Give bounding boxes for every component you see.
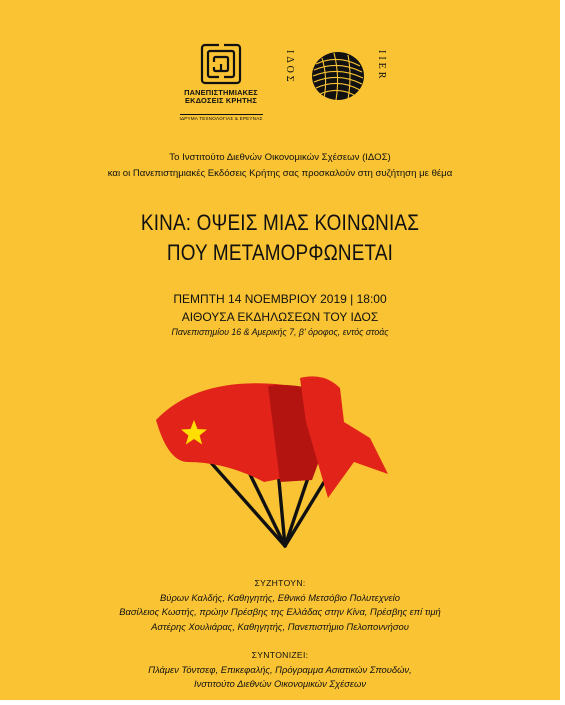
moderator-heading: ΣΥΝΤΟΝΙΖΕΙ: xyxy=(251,650,309,660)
speaker-item: Βύρων Καλδής, Καθηγητής, Εθνικό Μετσόβιο Πολυτεχνείο xyxy=(160,591,400,603)
globe-icon xyxy=(308,44,368,104)
publisher-subtitle: ΙΔΡΥΜΑ ΤΕΧΝΟΛΟΓΙΑΣ & ΕΡΕΥΝΑΣ xyxy=(179,116,263,121)
publisher-name xyxy=(176,89,266,105)
publisher-name-line1: ΠΑΝΕΠΙΣΤΗΜΙΑΚΕΣ xyxy=(184,88,258,97)
event-address: Πανεπιστημίου 16 & Αμερικής 7, β' όροφος, εντός στοάς xyxy=(171,327,389,337)
invitation-line2: και οι Πανεπιστημιακές Εκδόσεις Κρήτης σας προσκαλούν στη συζήτηση με θέμα xyxy=(107,168,453,179)
moderator-section xyxy=(0,648,560,692)
publisher-logo xyxy=(176,42,266,124)
labyrinth-icon xyxy=(199,42,243,86)
event-venue: ΑΙΘΟΥΣΑ ΕΚΔΗΛΩΣΕΩΝ ΤΟΥ ΙΔΟΣ xyxy=(181,310,379,324)
speaker-item: Βασίλειος Κωστής, πρώην Πρέσβης της Ελλάδας στην Κίνα, Πρέσβης επί τιμή xyxy=(119,606,441,618)
logos-row xyxy=(0,32,560,122)
moderator-line2: Ινστιτούτο Διεθνών Οικονομικών Σχέσεων xyxy=(193,678,367,690)
speakers-heading: ΣΥΖΗΤΟΥΝ: xyxy=(254,578,306,588)
invitation-line1: Το Ινστιτούτο Διεθνών Οικονομικών Σχέσεων (ΙΔΟΣ) xyxy=(169,152,391,163)
fan-flag-illustration xyxy=(156,358,406,552)
event-datetime: ΠΕΜΠΤΗ 14 ΝΟΕΜΒΡΙΟΥ 2019 | 18:00 xyxy=(173,292,387,306)
speaker-item: Αστέρης Χουλιάρας, Καθηγητής, Πανεπιστήμιο Πελοποννήσου xyxy=(151,620,409,632)
event-title-line2: ΠΟΥ ΜΕΤΑΜΟΡΦΩΝΕΤΑΙ xyxy=(166,240,394,265)
institute-abbr-latin: IIER xyxy=(376,50,387,82)
moderator-line1: Πλάμεν Τόντσεφ, Επικεφαλής, Πρόγραμμα Ασιατικών Σπουδών, xyxy=(148,663,412,675)
institute-abbr-greek: ΙΔΟΣ xyxy=(284,50,295,85)
institute-logo xyxy=(282,44,402,114)
speakers-section xyxy=(0,576,560,634)
publisher-name-line2: ΕΚΔΟΣΕΙΣ ΚΡΗΤΗΣ xyxy=(185,96,257,105)
event-title xyxy=(39,208,521,268)
event-title-line1: ΚΙΝΑ: ΟΨΕΙΣ ΜΙΑΣ ΚΟΙΝΩΝΙΑΣ xyxy=(140,210,420,235)
invitation-text xyxy=(0,150,560,182)
